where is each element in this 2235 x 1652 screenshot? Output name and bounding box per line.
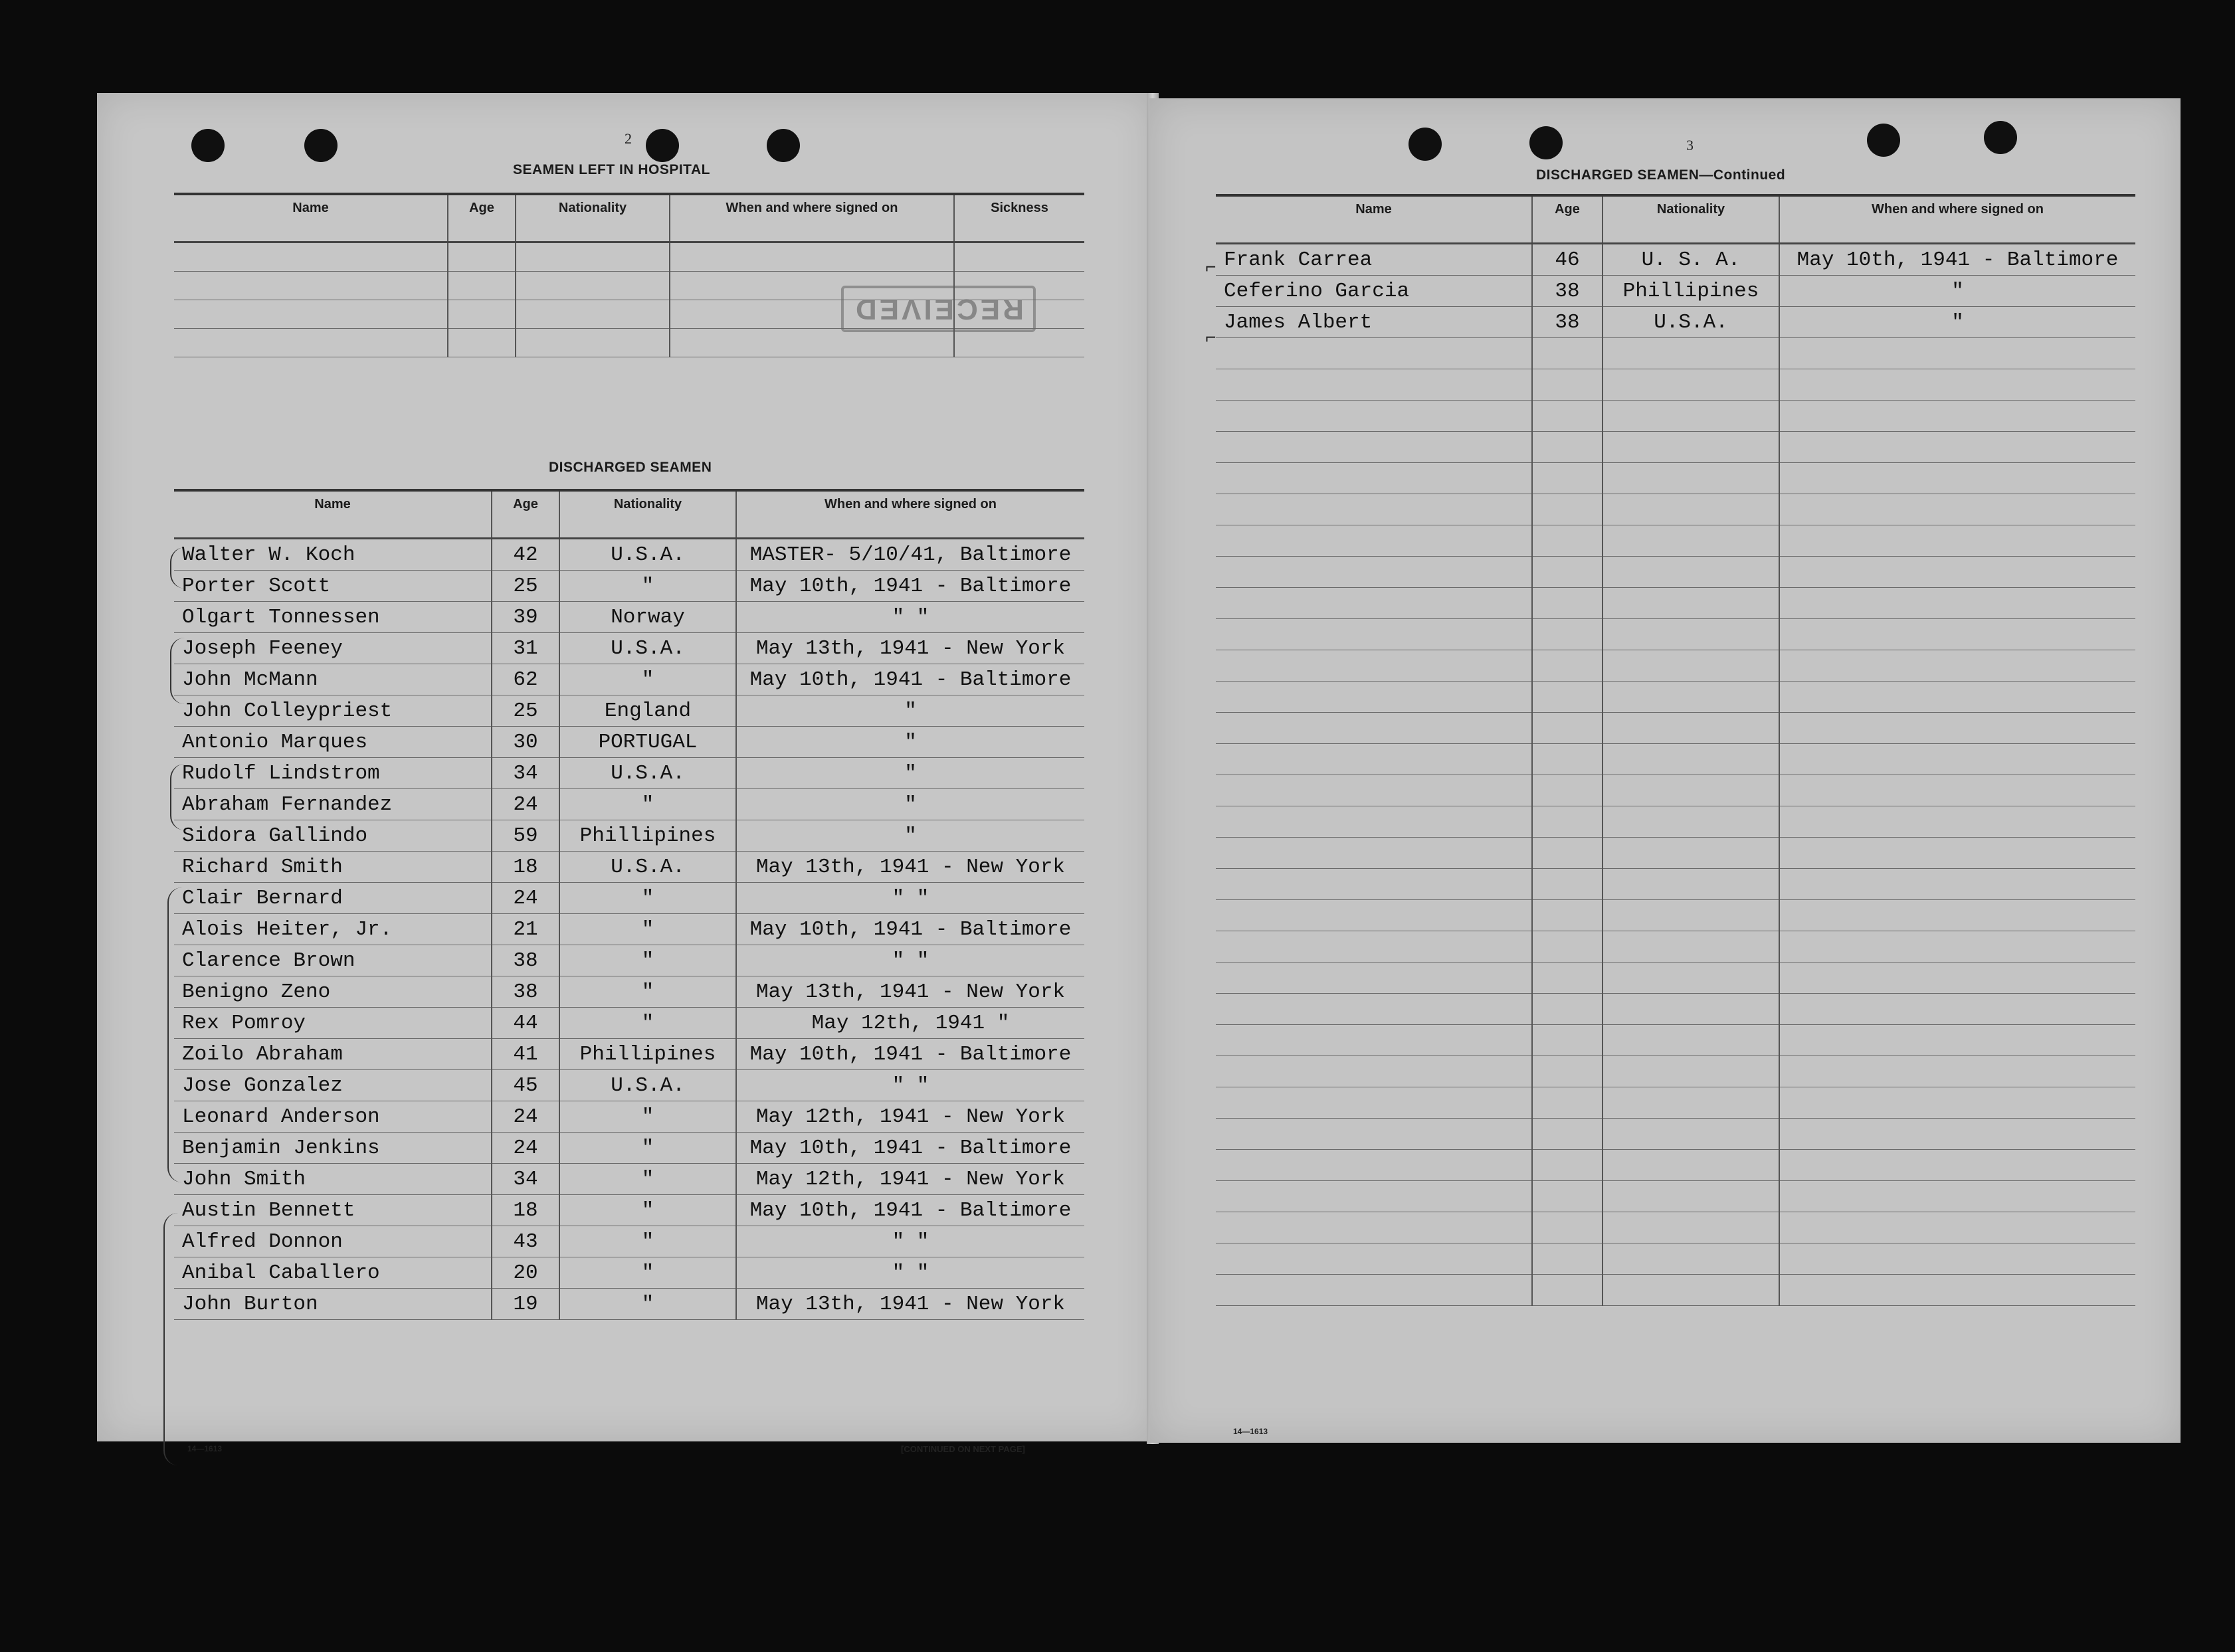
seaman-name: Alfred Donnon [174, 1226, 492, 1257]
table-row [1216, 931, 2135, 963]
seaman-age: 24 [492, 1133, 559, 1164]
table-row [174, 1226, 1084, 1257]
punch-hole [1529, 126, 1563, 159]
punch-hole [767, 129, 800, 162]
seaman-nationality: " [559, 1289, 736, 1320]
seaman-signed-on: " " [736, 945, 1084, 976]
seaman-age: 42 [492, 539, 559, 571]
seaman-signed-on: " " [736, 1257, 1084, 1289]
handwritten-tick-mark: ⌐ [1205, 256, 1216, 277]
seaman-nationality: " [559, 664, 736, 695]
seaman-nationality: " [559, 1257, 736, 1289]
table-row [174, 1008, 1084, 1039]
seaman-nationality: Phillipines [559, 1039, 736, 1070]
seaman-signed-on: May 12th, 1941 - New York [736, 1101, 1084, 1133]
seaman-signed-on: " " [736, 1070, 1084, 1101]
table-row [174, 1133, 1084, 1164]
seaman-name: Clarence Brown [174, 945, 492, 976]
seaman-name: Austin Bennett [174, 1195, 492, 1226]
discharged-table [174, 489, 1084, 1320]
table-row [1216, 463, 2135, 494]
seaman-nationality: " [559, 1008, 736, 1039]
column-header-age: Age [492, 490, 559, 539]
table-row [1216, 525, 2135, 557]
seaman-nationality: " [559, 1133, 736, 1164]
table-row [1216, 900, 2135, 931]
form-number: 14—1613 [1233, 1427, 1268, 1436]
table-row [174, 1039, 1084, 1070]
seaman-name: Abraham Fernandez [174, 789, 492, 820]
table-row [1216, 994, 2135, 1025]
discharged-heading: DISCHARGED SEAMEN [549, 460, 712, 475]
seaman-signed-on: May 13th, 1941 - New York [736, 852, 1084, 883]
table-row [1216, 682, 2135, 713]
seaman-signed-on: " " [736, 602, 1084, 633]
seaman-name: John Colleypriest [174, 695, 492, 727]
seaman-nationality: " [559, 1226, 736, 1257]
seaman-nationality: " [559, 1164, 736, 1195]
seaman-age: 30 [492, 727, 559, 758]
seaman-age: 39 [492, 602, 559, 633]
seaman-signed-on: May 10th, 1941 - Baltimore [1779, 244, 2135, 276]
seaman-name: Benigno Zeno [174, 976, 492, 1008]
table-row [1216, 1087, 2135, 1119]
seaman-age: 31 [492, 633, 559, 664]
table-row [174, 976, 1084, 1008]
seaman-name: Rex Pomroy [174, 1008, 492, 1039]
seaman-signed-on: " " [736, 883, 1084, 914]
table-row [1216, 1119, 2135, 1150]
table-row [1216, 1181, 2135, 1212]
page-number: 3 [1686, 137, 1694, 153]
seaman-signed-on: May 12th, 1941 " [736, 1008, 1084, 1039]
table-row [174, 1257, 1084, 1289]
seaman-nationality: U.S.A. [559, 539, 736, 571]
seaman-age: 38 [492, 976, 559, 1008]
seaman-name: Anibal Caballero [174, 1257, 492, 1289]
table-row [174, 571, 1084, 602]
discharged-header-row [174, 490, 1084, 539]
table-row [174, 272, 1084, 300]
punch-hole [191, 129, 225, 162]
hospital-header-row [174, 194, 1084, 242]
seaman-name: John McMann [174, 664, 492, 695]
seaman-age: 34 [492, 1164, 559, 1195]
column-header-signed-on: When and where signed on [670, 194, 954, 242]
punch-hole [304, 129, 338, 162]
seaman-age: 24 [492, 883, 559, 914]
seaman-nationality: U. S. A. [1603, 244, 1779, 276]
table-row [1216, 588, 2135, 619]
table-row [1216, 806, 2135, 838]
seaman-name: Sidora Gallindo [174, 820, 492, 852]
seaman-age: 45 [492, 1070, 559, 1101]
seaman-name: Alois Heiter, Jr. [174, 914, 492, 945]
seaman-signed-on: " " [736, 1226, 1084, 1257]
table-row [174, 539, 1084, 571]
table-row [174, 300, 1084, 329]
seaman-nationality: Norway [559, 602, 736, 633]
seaman-nationality: U.S.A. [559, 852, 736, 883]
column-header-sickness: Sickness [954, 194, 1084, 242]
seaman-nationality: " [559, 571, 736, 602]
seaman-age: 20 [492, 1257, 559, 1289]
seaman-signed-on: " [736, 789, 1084, 820]
seaman-nationality: U.S.A. [559, 758, 736, 789]
table-row [1216, 1275, 2135, 1306]
discharged-continued-header-row [1216, 195, 2135, 244]
seaman-name: John Burton [174, 1289, 492, 1320]
seaman-name: Jose Gonzalez [174, 1070, 492, 1101]
table-row [1216, 401, 2135, 432]
table-row [1216, 619, 2135, 650]
seaman-age: 18 [492, 852, 559, 883]
table-row [174, 664, 1084, 695]
column-header-name: Name [1216, 195, 1532, 244]
handwritten-tick-mark: ⌐ [1205, 327, 1216, 347]
column-header-age: Age [448, 194, 516, 242]
seaman-name: Clair Bernard [174, 883, 492, 914]
discharged-continued-table [1216, 194, 2135, 1306]
punch-hole [1409, 128, 1442, 161]
column-header-nationality: Nationality [516, 194, 670, 242]
table-row [174, 1195, 1084, 1226]
column-header-nationality: Nationality [1603, 195, 1779, 244]
table-row [174, 820, 1084, 852]
seaman-nationality: " [559, 976, 736, 1008]
punch-hole [1984, 121, 2017, 154]
seaman-age: 38 [1532, 307, 1603, 338]
seaman-name: John Smith [174, 1164, 492, 1195]
column-header-name: Name [174, 490, 492, 539]
seaman-signed-on: May 10th, 1941 - Baltimore [736, 664, 1084, 695]
seaman-age: 44 [492, 1008, 559, 1039]
seaman-nationality: " [559, 914, 736, 945]
table-row [174, 1164, 1084, 1195]
seaman-age: 38 [492, 945, 559, 976]
seaman-age: 62 [492, 664, 559, 695]
table-row [174, 602, 1084, 633]
table-row [1216, 307, 2135, 338]
table-row [1216, 1212, 2135, 1243]
seaman-signed-on: May 12th, 1941 - New York [736, 1164, 1084, 1195]
table-row [1216, 838, 2135, 869]
seaman-age: 24 [492, 789, 559, 820]
seaman-age: 59 [492, 820, 559, 852]
form-number: 14—1613 [187, 1444, 223, 1453]
seaman-age: 41 [492, 1039, 559, 1070]
table-row [174, 789, 1084, 820]
seaman-nationality: U.S.A. [559, 1070, 736, 1101]
table-row [174, 852, 1084, 883]
page-number: 2 [625, 130, 632, 147]
table-row [174, 727, 1084, 758]
table-row [1216, 963, 2135, 994]
continued-note: [CONTINUED ON NEXT PAGE] [901, 1444, 1025, 1454]
seaman-name: Benjamin Jenkins [174, 1133, 492, 1164]
seaman-name: Frank Carrea [1216, 244, 1532, 276]
seaman-age: 25 [492, 571, 559, 602]
left-page [97, 93, 1153, 1454]
table-row [174, 242, 1084, 272]
table-row [174, 914, 1084, 945]
seaman-signed-on: " [736, 727, 1084, 758]
table-row [1216, 1056, 2135, 1087]
table-row [1216, 775, 2135, 806]
table-row [1216, 1025, 2135, 1056]
seaman-signed-on: May 13th, 1941 - New York [736, 1289, 1084, 1320]
seaman-name: Porter Scott [174, 571, 492, 602]
seaman-name: Joseph Feeney [174, 633, 492, 664]
seaman-name: Leonard Anderson [174, 1101, 492, 1133]
seaman-name: Antonio Marques [174, 727, 492, 758]
table-row [174, 945, 1084, 976]
table-row [174, 1070, 1084, 1101]
column-header-age: Age [1532, 195, 1603, 244]
hospital-heading: SEAMEN LEFT IN HOSPITAL [513, 162, 710, 177]
seaman-age: 21 [492, 914, 559, 945]
seaman-nationality: " [559, 1195, 736, 1226]
seaman-age: 24 [492, 1101, 559, 1133]
column-header-name: Name [174, 194, 448, 242]
seaman-nationality: England [559, 695, 736, 727]
seaman-signed-on: May 13th, 1941 - New York [736, 633, 1084, 664]
table-row [174, 633, 1084, 664]
table-row [1216, 338, 2135, 369]
table-row [174, 1101, 1084, 1133]
seaman-age: 25 [492, 695, 559, 727]
table-row [1216, 244, 2135, 276]
hospital-table [174, 193, 1084, 357]
seaman-signed-on: " [736, 820, 1084, 852]
seaman-nationality: U.S.A. [559, 633, 736, 664]
table-row [1216, 494, 2135, 525]
seaman-signed-on: May 10th, 1941 - Baltimore [736, 1195, 1084, 1226]
table-row [174, 695, 1084, 727]
seaman-signed-on: May 10th, 1941 - Baltimore [736, 571, 1084, 602]
seaman-nationality: " [559, 789, 736, 820]
seaman-name: James Albert [1216, 307, 1532, 338]
table-row [1216, 713, 2135, 744]
punch-hole [646, 129, 679, 162]
seaman-signed-on: May 10th, 1941 - Baltimore [736, 914, 1084, 945]
table-row [1216, 369, 2135, 401]
seaman-age: 18 [492, 1195, 559, 1226]
seaman-age: 34 [492, 758, 559, 789]
punch-hole [1867, 124, 1900, 157]
seaman-signed-on: May 13th, 1941 - New York [736, 976, 1084, 1008]
table-row [1216, 432, 2135, 463]
seaman-signed-on: May 10th, 1941 - Baltimore [736, 1133, 1084, 1164]
table-row [1216, 276, 2135, 307]
seaman-age: 43 [492, 1226, 559, 1257]
handwritten-bracket [170, 638, 185, 704]
column-header-signed-on: When and where signed on [1779, 195, 2135, 244]
table-row [1216, 650, 2135, 682]
table-row [174, 1289, 1084, 1320]
seaman-signed-on: " [1779, 307, 2135, 338]
seaman-signed-on: May 10th, 1941 - Baltimore [736, 1039, 1084, 1070]
seaman-nationality: PORTUGAL [559, 727, 736, 758]
seaman-name: Ceferino Garcia [1216, 276, 1532, 307]
seaman-name: Zoilo Abraham [174, 1039, 492, 1070]
seaman-signed-on: " [1779, 276, 2135, 307]
table-row [1216, 1243, 2135, 1275]
seaman-name: Walter W. Koch [174, 539, 492, 571]
seaman-name: Rudolf Lindstrom [174, 758, 492, 789]
seaman-age: 38 [1532, 276, 1603, 307]
table-row [1216, 744, 2135, 775]
table-row [174, 329, 1084, 357]
seaman-nationality: " [559, 945, 736, 976]
seaman-nationality: " [559, 1101, 736, 1133]
table-row [1216, 869, 2135, 900]
handwritten-bracket [170, 764, 185, 830]
seaman-signed-on: MASTER- 5/10/41, Baltimore [736, 539, 1084, 571]
seaman-nationality: " [559, 883, 736, 914]
seaman-nationality: Phillipines [1603, 276, 1779, 307]
table-row [174, 758, 1084, 789]
seaman-age: 46 [1532, 244, 1603, 276]
table-row [1216, 1150, 2135, 1181]
handwritten-bracket [170, 547, 185, 589]
handwritten-bracket [167, 887, 183, 1182]
column-header-signed-on: When and where signed on [736, 490, 1084, 539]
table-row [1216, 557, 2135, 588]
seaman-signed-on: " [736, 695, 1084, 727]
seaman-age: 19 [492, 1289, 559, 1320]
seaman-signed-on: " [736, 758, 1084, 789]
right-page [1149, 98, 2181, 1443]
handwritten-bracket [163, 1213, 183, 1465]
seaman-nationality: Phillipines [559, 820, 736, 852]
discharged-continued-heading: DISCHARGED SEAMEN—Continued [1536, 167, 1786, 183]
table-row [174, 883, 1084, 914]
seaman-nationality: U.S.A. [1603, 307, 1779, 338]
received-stamp: RECEIVED [841, 286, 1036, 332]
seaman-name: Richard Smith [174, 852, 492, 883]
column-header-nationality: Nationality [559, 490, 736, 539]
seaman-name: Olgart Tonnessen [174, 602, 492, 633]
